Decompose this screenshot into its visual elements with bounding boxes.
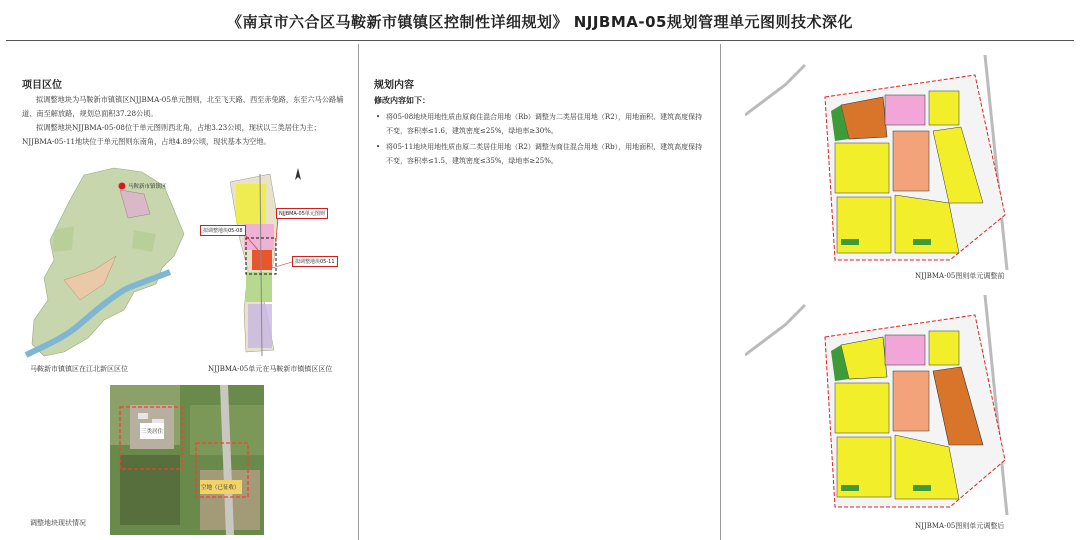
column-divider-2 bbox=[720, 44, 721, 540]
plan-heading: 规划内容 bbox=[374, 80, 414, 91]
industrial-block bbox=[248, 304, 272, 348]
photo-label: 空地（已征收） bbox=[201, 485, 240, 491]
callout-plot-08: 拟调整地块05-08 bbox=[200, 225, 246, 236]
plan-before-map bbox=[745, 55, 1070, 270]
education-plot bbox=[885, 95, 925, 125]
district-location-map bbox=[24, 160, 194, 360]
plan-after-graphic bbox=[745, 295, 1070, 515]
plan-before-graphic bbox=[745, 55, 1070, 270]
callout-unit: NJJBMA-05单元图则 bbox=[276, 208, 328, 219]
district-map-graphic bbox=[24, 160, 194, 360]
plan-subheading: 修改内容如下： bbox=[374, 96, 430, 105]
project-text bbox=[22, 93, 344, 149]
site-photo-graphic bbox=[110, 385, 264, 535]
commercial-plot bbox=[893, 371, 929, 431]
column-divider-1 bbox=[358, 44, 359, 540]
project-paragraph: 拟调整地块为马鞍新市镇镇区NJJBMA-05单元图则，北至飞天路、西至赤兔路，东至六马公路辅道、南至解放路，规划总面积37.28公顷。 bbox=[22, 95, 344, 118]
map1-caption: 马鞍新市镇镇区在江北新区区位 bbox=[30, 365, 128, 373]
residential-plot bbox=[929, 331, 959, 365]
plan-before-caption: NJJBMA-05图则单元调整前 bbox=[915, 272, 1005, 280]
photo-label: 三类居住 bbox=[141, 429, 164, 435]
callout-plot-11: 拟调整地块05-11 bbox=[292, 256, 338, 267]
title-divider bbox=[6, 40, 1074, 41]
education-block bbox=[244, 224, 274, 250]
maan-location-marker bbox=[119, 183, 126, 190]
map1-legend-label: 马鞍新市镇镇区 bbox=[128, 184, 167, 190]
plan-item: • 将05-08地块用地性质由原商住混合用地（Rb）调整为二类居住用地（R2），用地面积、建筑高度保持不变，容积率≤1.6，建筑密度≤25%，绿地率≥30%。 bbox=[374, 110, 706, 138]
commercial-plot bbox=[893, 131, 929, 191]
project-heading: 项目区位 bbox=[22, 80, 62, 91]
education-plot bbox=[885, 335, 925, 365]
plan-item: • 将05-11地块用地性质由原二类居住用地（R2）调整为商住混合用地（Rb），用地面积、建筑高度保持不变，容积率≤1.5，建筑密度≤35%，绿地率≥25%。 bbox=[374, 140, 706, 168]
residential-plot bbox=[835, 383, 889, 433]
green-area bbox=[52, 226, 74, 252]
photo-caption: 调整地块现状情况 bbox=[30, 519, 86, 527]
residential-plot bbox=[929, 91, 959, 125]
green-block bbox=[246, 272, 272, 302]
page-title: 《南京市六合区马鞍新市镇镇区控制性详细规划》 NJJBMA-05规划管理单元图则技术深化 bbox=[226, 13, 853, 31]
residential-plot bbox=[835, 143, 889, 193]
plan-after-map bbox=[745, 295, 1070, 515]
plan-items bbox=[374, 110, 706, 170]
map2-caption: NJJBMA-05单元在马鞍新市镇镇区区位 bbox=[208, 365, 333, 373]
plan-after-caption: NJJBMA-05图则单元调整后 bbox=[915, 522, 1005, 530]
unit-block bbox=[252, 250, 272, 270]
project-paragraph: 拟调整地块NJJBMA-05-08位于单元图则西北角，占地3.23公顷，现状以三类居住为主；NJJBMA-05-11地块位于单元图则东南角，占地4.89公顷，现状基本为空地。 bbox=[22, 123, 321, 146]
residential-block bbox=[236, 184, 266, 224]
site-photo bbox=[110, 385, 264, 535]
